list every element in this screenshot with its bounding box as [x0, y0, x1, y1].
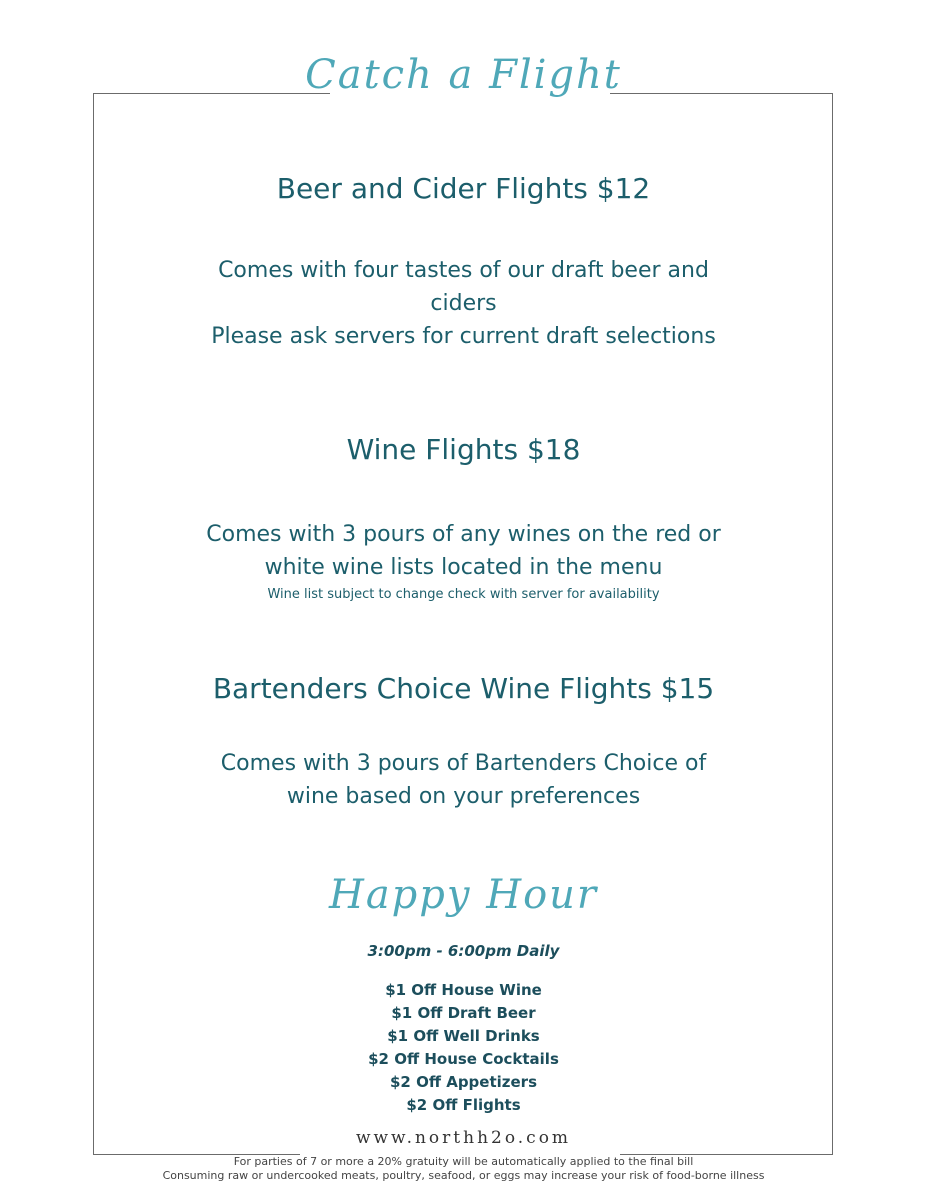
description-line: Comes with 3 pours of Bartenders Choice of [220, 751, 707, 776]
description-line: ciders [430, 291, 497, 316]
website-link[interactable]: www.northh2o.com [355, 1128, 572, 1148]
wine-list-note: Wine list subject to change check with server for availability [267, 587, 660, 602]
list-item: $1 Off Draft Beer [391, 1004, 536, 1022]
bartenders-choice-heading: Bartenders Choice Wine Flights $15 [212, 672, 715, 705]
description-line: Comes with 3 pours of any wines on the red or [206, 522, 721, 547]
list-item: $1 Off House Wine [385, 981, 542, 999]
description-line: Comes with four tastes of our draft beer and [218, 258, 709, 283]
description-line: wine based on your preferences [286, 784, 641, 809]
wine-flights-description [0, 518, 927, 584]
list-item: $1 Off Well Drinks [387, 1027, 540, 1045]
happy-hour-list [0, 979, 927, 1117]
beer-cider-description [0, 254, 927, 353]
beer-cider-heading: Beer and Cider Flights $12 [276, 172, 651, 205]
catch-a-flight-title: Catch a Flight [305, 52, 622, 98]
list-item: $2 Off House Cocktails [368, 1050, 559, 1068]
bartenders-choice-description [0, 747, 927, 813]
footer-notes [0, 1155, 927, 1183]
description-line: white wine lists located in the menu [264, 555, 663, 580]
description-line: Please ask servers for current draft selections [211, 324, 716, 349]
wine-flights-heading: Wine Flights $18 [346, 433, 581, 466]
gratuity-note: For parties of 7 or more a 20% gratuity will be automatically applied to the final bill [233, 1155, 694, 1168]
list-item: $2 Off Appetizers [389, 1073, 538, 1091]
happy-hour-title: Happy Hour [328, 872, 599, 918]
food-safety-note: Consuming raw or undercooked meats, poultry, seafood, or eggs may increase your risk of food-borne illness [162, 1169, 765, 1182]
happy-hour-time: 3:00pm - 6:00pm Daily [367, 942, 560, 960]
list-item: $2 Off Flights [406, 1096, 521, 1114]
